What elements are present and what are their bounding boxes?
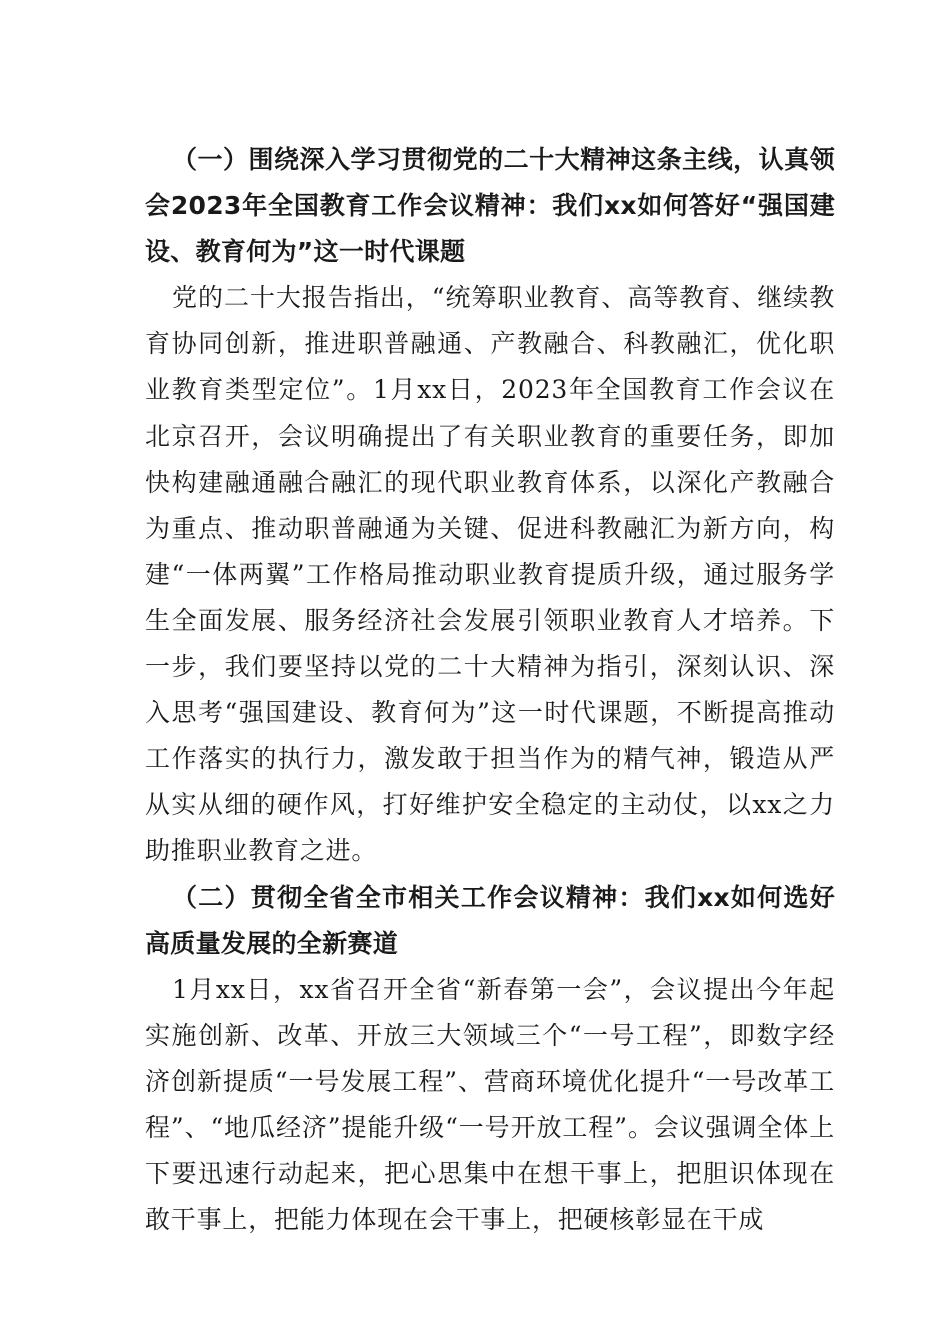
section-1-heading: （一）围绕深入学习贯彻党的二十大精神这条主线，认真领会2023年全国教育工作会议精神：我们xx如何答好“强国建设、教育何为”这一时代课题 (145, 145, 835, 267)
section-2-heading: （二）贯彻全省全市相关工作会议精神：我们xx如何选好高质量发展的全新赛道 (145, 882, 835, 958)
section-2-paragraph: 1月xx日，xx省召开全省“新春第一会”，会议提出今年起实施创新、改革、开放三大领域三个“一号工程”，即数字经济创新提质“一号发展工程”、营商环境优化提升“一号改革工程”、“地瓜经济”提能升级“一号开放工程”。会议强调全体上下要迅速行动起来，把心思集中在想干事上，把胆识体现在敢干事上，把能力体现在会干事上，把硬核彰显在干成 (145, 974, 835, 1235)
document-body (145, 137, 835, 1243)
section-1-paragraph: 党的二十大报告指出，“统筹职业教育、高等教育、继续教育协同创新，推进职普融通、产教融合、科教融汇，优化职业教育类型定位”。1月xx日，2023年全国教育工作会议在北京召开，会议明确提出了有关职业教育的重要任务，即加快构建融通融合融汇的现代职业教育体系，以深化产教融合为重点、推动职普融通为关键、促进科教融汇为新方向，构建“一体两翼”工作格局推动职业教育提质升级，通过服务学生全面发展、服务经济社会发展引领职业教育人才培养。下一步，我们要坚持以党的二十大精神为指引，深刻认识、深入思考“强国建设、教育何为”这一时代课题，不断提高推动工作落实的执行力，激发敢于担当作为的精气神，锻造从严从实从细的硬作风，打好维护安全稳定的主动仗，以xx之力助推职业教育之进。 (145, 283, 835, 866)
